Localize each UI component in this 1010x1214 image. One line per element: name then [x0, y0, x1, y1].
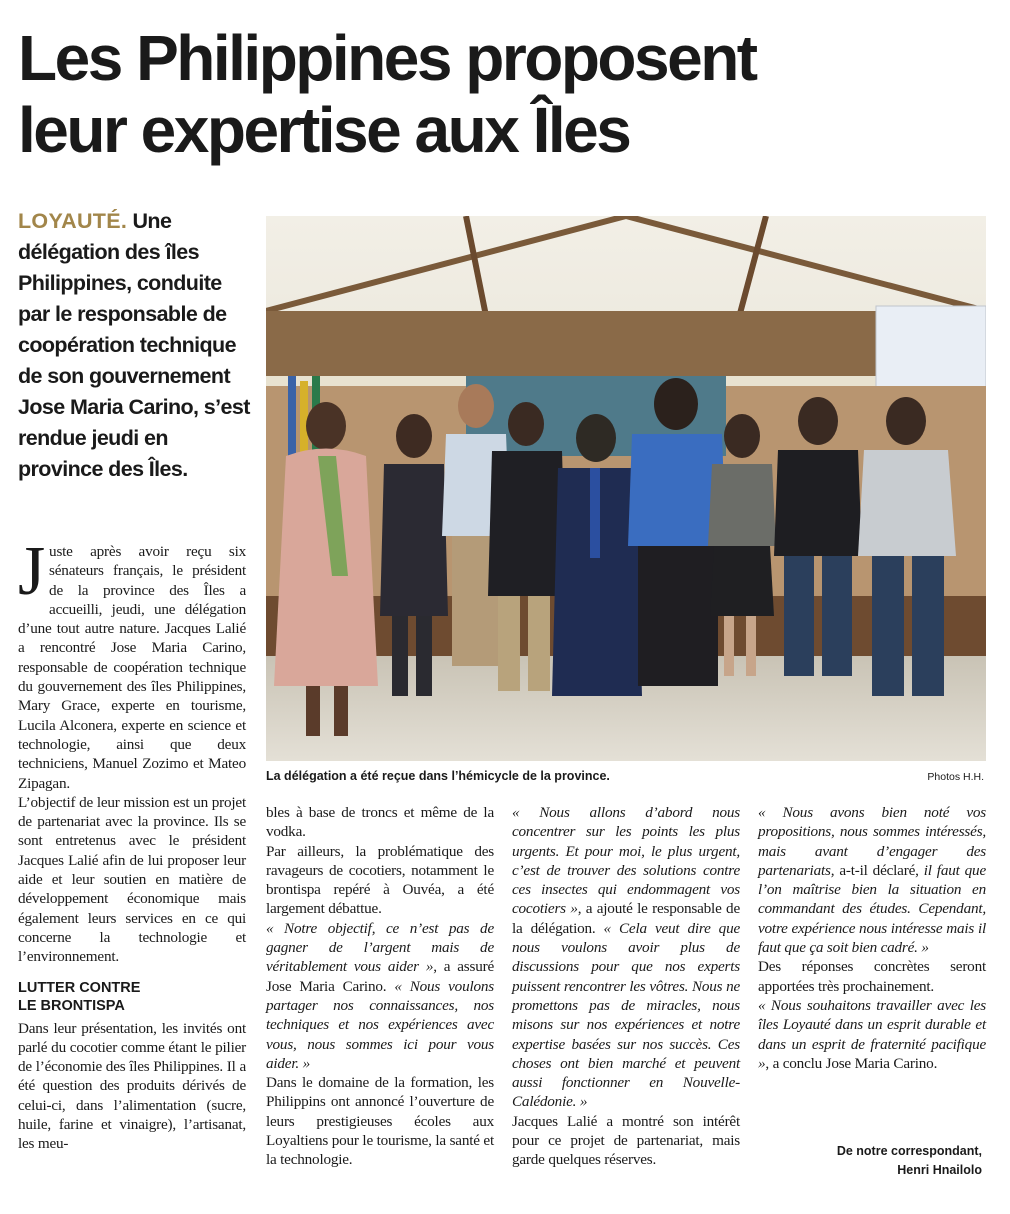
headline-line-2: leur expertise aux Îles [18, 94, 630, 166]
headline-line-1: Les Philippines proposent [18, 22, 756, 94]
body-column-2 [266, 803, 494, 1170]
kicker: LOYAUTÉ. [18, 209, 128, 233]
body-paragraph: « Nous avons bien noté vos propositions, nous sommes intéressés, mais avant d’engager des partenariats, a-t-il déclaré, il faut que l’on maîtrise bien la situation en commandant des études. Cependant, votre expérience nous intéresse mais il faut que ça soit bien cadré. » [758, 804, 986, 957]
delegation-photo-illustration [266, 216, 986, 761]
article-photo [266, 216, 986, 761]
byline [837, 1142, 982, 1180]
body-paragraph: Dans le domaine de la formation, les Philippins ont annoncé l’ouverture de leurs prestigieuses écoles aux Loyaltiens pour le tourisme, la santé et la technologie. [266, 1074, 494, 1169]
body-paragraph: Par ailleurs, la problématique des ravageurs de cocotiers, notamment le brontispa repéré à Ouvéa, a été largement débattue. [266, 842, 494, 918]
drop-cap: J [18, 533, 46, 610]
headline [18, 22, 988, 166]
body-column-1 [18, 533, 246, 1154]
body-paragraph: « Nous allons d’abord nous concentrer sur les points les plus urgents. Et pour moi, le plus urgent, c’est de trouver des solutions contre ces insectes qui endommagent vos cocotiers », a ajouté le responsable de la délégation. « Cela veut dire que nous voulons avoir plus de discussions pour que nos experts puissent rencontrer les vôtres. Nous ne promettons pas de miracles, nous misons sur nos expériences et notre expertise basées sur nos succès. Ces choses ont bien marché et peuvent aussi fonctionner en Nouvelle-Calédonie. » [512, 804, 741, 1111]
body-paragraph: Des réponses concrètes seront apportées très prochainement. [758, 958, 986, 995]
subheading: LUTTER CONTRE LE BRONTISPA [18, 979, 141, 1014]
body-paragraph: Jacques Lalié a montré son intérêt pour ce projet de partenariat, mais garde quelques réserves. [512, 1112, 740, 1169]
byline-line-1: De notre correspondant, [836, 1144, 982, 1158]
photo-credit: Photos H.H. [927, 771, 984, 783]
byline-author: Henri Hnailolo [897, 1163, 982, 1177]
body-column-4 [758, 803, 986, 1073]
photo-caption: La délégation a été reçue dans l’hémicycle de la province. [266, 769, 610, 783]
body-paragraph: « Notre objectif, ce n’est pas de gagner de l’argent mais de véritablement vous aider », a assuré Jose Maria Carino. « Nous voulons partager nos connaissances, nos techniques et nos expériences avec vous, nous sommes ici pour vous aider. » [266, 919, 494, 1072]
body-paragraph: Dans leur présentation, les invités ont parlé du cocotier comme étant le pilier de l’économie des îles Philippines. Il a été question des produits dérivés de celui-ci, dans l’alimentation (sucre, huile, farine et vinaigre), l’artisanat, les meu- [18, 1019, 246, 1153]
body-paragraph: Juste après avoir reçu six sénateurs français, le président de la province des Îles a accueilli, jeudi, une délégation d’une tout autre nature. Jacques Lalié a rencontré Jose Maria Carino, responsable de coopération technique du gouvernement des îles Philippines, Mary Grace, experte en tourisme, Lucila Alconera, experte en science et technologie, ainsi que deux techniciens, Manuel Zozimo et Mateo Zipagan. [18, 533, 246, 792]
body-column-3 [512, 803, 740, 1170]
lead-paragraph [18, 206, 250, 485]
lead-text: Une délégation des îles Philippines, conduite par le responsable de coopération technique de son gouvernement Jose Maria Carino, s’est rendue jeudi en province des Îles. [18, 209, 250, 481]
body-paragraph: L’objectif de leur mission est un projet de partenariat avec la province. Ils se sont entretenus avec le président Jacques Lalié afin de lui proposer leur aide et leur soutien en matière de développement économique mais également leurs services en ce qui concerne la technologie et l’environnement. [18, 793, 246, 966]
body-paragraph: bles à base de troncs et même de la vodka. [266, 804, 494, 841]
body-paragraph: « Nous souhaitons travailler avec les îles Loyauté dans un esprit durable et dans un esprit de fraternité pacifique », a conclu Jose Maria Carino. [758, 996, 986, 1072]
